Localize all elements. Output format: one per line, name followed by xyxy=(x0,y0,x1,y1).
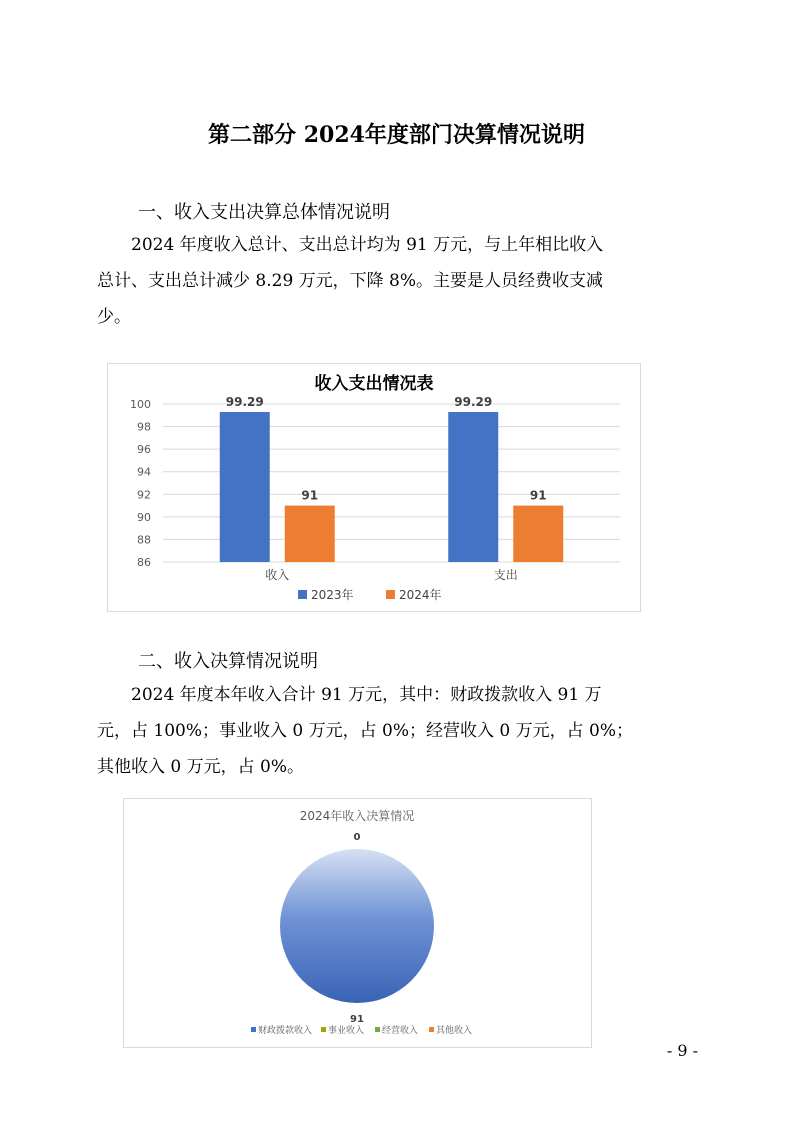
legend-swatch xyxy=(298,590,307,599)
bar-data-label: 91 xyxy=(301,488,319,503)
paragraph-line: 元，占 100%；事业收入 0 万元，占 0%；经营收入 0 万元，占 0%； xyxy=(97,721,633,741)
pie-chart xyxy=(124,799,591,1047)
bar-1-2 xyxy=(448,412,498,562)
y-tick-label: 92 xyxy=(137,488,151,502)
bar-1-1 xyxy=(220,412,270,562)
pie-data-label: 0 xyxy=(353,832,361,843)
legend-swatch xyxy=(375,1027,380,1032)
paragraph-line: 其他收入 0 万元，占 0%。 xyxy=(97,757,304,777)
bar-data-label: 99.29 xyxy=(225,395,264,410)
pie-slice-1 xyxy=(280,849,434,1003)
y-tick-label: 100 xyxy=(130,398,151,411)
bar-data-label: 99.29 xyxy=(454,395,493,410)
page-number: - 9 - xyxy=(666,1041,698,1060)
legend-swatch xyxy=(386,590,395,599)
paragraph-line: 2024 年度收入总计、支出总计均为 91 万元，与上年相比收入 xyxy=(131,235,604,255)
y-tick-label: 88 xyxy=(137,533,151,547)
legend-label: 事业收入 xyxy=(328,1026,365,1036)
legend-label: 财政拨款收入 xyxy=(258,1026,313,1036)
pie-chart-title: 2024年收入决算情况 xyxy=(299,809,415,823)
paragraph-line: 总计、支出总计减少 8.29 万元，下降 8%。主要是人员经费收支减 xyxy=(97,271,604,291)
bar-chart-frame xyxy=(107,363,641,612)
bar-2-1 xyxy=(285,506,335,562)
pie-data-label: 91 xyxy=(350,1014,364,1025)
bar-2-2 xyxy=(513,506,563,562)
legend-label: 2024年 xyxy=(399,588,442,602)
paragraph-line: 2024 年度本年收入合计 91 万元，其中：财政拨款收入 91 万 xyxy=(131,685,602,705)
y-tick-label: 86 xyxy=(137,556,151,569)
section-paragraph-2 xyxy=(97,677,699,785)
legend-label: 经营收入 xyxy=(382,1026,419,1036)
legend-swatch xyxy=(251,1027,256,1032)
page-title: 第二部分 2024年度部门决算情况说明 xyxy=(208,122,585,148)
pie-chart-frame xyxy=(123,798,592,1048)
bar-chart-title: 收入支出情况表 xyxy=(314,374,434,394)
y-tick-label: 94 xyxy=(137,465,151,479)
section-heading-1: 一、收入支出决算总体情况说明 xyxy=(138,202,390,223)
x-tick-label: 支出 xyxy=(493,568,518,582)
x-tick-label: 收入 xyxy=(265,568,290,582)
legend-swatch xyxy=(321,1027,326,1032)
y-tick-label: 98 xyxy=(137,420,151,434)
legend-swatch xyxy=(429,1027,434,1032)
legend-label: 其他收入 xyxy=(436,1026,473,1036)
section-heading-2: 二、收入决算情况说明 xyxy=(138,651,318,672)
legend-label: 2023年 xyxy=(311,588,354,602)
bar-data-label: 91 xyxy=(529,488,547,503)
y-tick-label: 96 xyxy=(137,443,151,457)
section-paragraph-1 xyxy=(97,227,699,335)
y-tick-label: 90 xyxy=(137,510,151,524)
paragraph-line: 少。 xyxy=(97,307,131,327)
bar-chart xyxy=(108,364,640,611)
